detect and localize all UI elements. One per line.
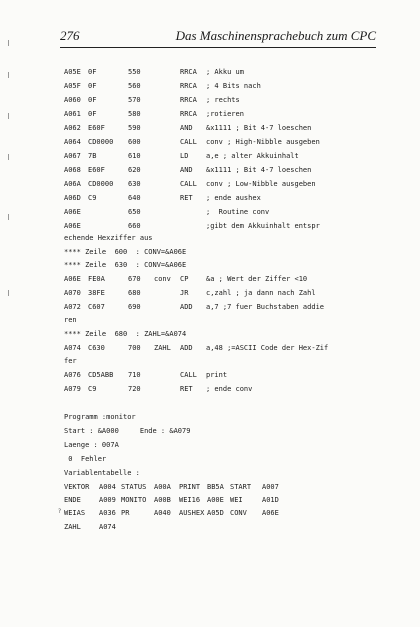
line-label: conv	[154, 275, 171, 283]
line-number: 620	[128, 166, 141, 174]
margin-tick	[8, 72, 9, 78]
variable-table-title-text: Variablentabelle :	[64, 469, 140, 477]
margin-tick	[8, 113, 9, 119]
variable-name: CONV	[230, 509, 247, 517]
variable-address: A004	[99, 483, 116, 491]
line-address: A072	[64, 303, 81, 311]
line-number: 580	[128, 110, 141, 118]
line-number: 710	[128, 371, 141, 379]
line-hexcode: C607	[88, 303, 105, 311]
line-number: 670	[128, 275, 141, 283]
listing-line	[64, 164, 312, 176]
reference-text: **** Zeile 630 : CONV=&A06E	[64, 261, 187, 269]
line-hexcode: 0F	[88, 110, 97, 118]
line-operand: &a ; Wert der Ziffer <10	[206, 275, 308, 283]
listing-continuation	[64, 314, 81, 326]
variable-address: BB5A	[207, 483, 224, 491]
line-operand: ;rotieren	[206, 110, 244, 118]
line-operand: ; Routine conv	[206, 208, 270, 216]
line-operand: a,e ; alter Akkuinhalt	[206, 152, 299, 160]
line-opcode: CALL	[180, 371, 197, 379]
line-opcode: AND	[180, 166, 193, 174]
variable-address: A06E	[262, 509, 279, 517]
line-opcode: ADD	[180, 303, 193, 311]
listing-line	[64, 383, 253, 395]
line-number: 660	[128, 222, 141, 230]
margin-tick	[8, 40, 9, 46]
line-hexcode: CD0000	[88, 138, 114, 146]
line-address: A06A	[64, 180, 81, 188]
line-opcode: RRCA	[180, 110, 197, 118]
variable-name: MONITO	[121, 496, 147, 504]
listing-line	[64, 66, 244, 78]
variable-row	[64, 521, 116, 533]
listing-line	[64, 273, 308, 285]
line-address: A061	[64, 110, 81, 118]
listing-line	[64, 136, 320, 148]
line-address: A076	[64, 371, 81, 379]
continuation-text: ren	[64, 316, 77, 324]
start-end-line	[64, 425, 191, 437]
variable-address: A01D	[262, 496, 279, 504]
length-line	[64, 439, 119, 451]
line-operand: ; ende conv	[206, 385, 253, 393]
line-address: A06D	[64, 194, 81, 202]
variable-address: A007	[262, 483, 279, 491]
errors-line	[64, 453, 107, 465]
variable-name: START	[230, 483, 252, 491]
listing-line	[64, 150, 299, 162]
continuation-text: fer	[64, 357, 77, 365]
variable-address: A074	[99, 523, 116, 531]
line-address: A05E	[64, 68, 81, 76]
reference-text: **** Zeile 680 : ZAHL=&A074	[64, 330, 187, 338]
line-operand: conv ; Low-Nibble ausgeben	[206, 180, 316, 188]
line-number: 650	[128, 208, 141, 216]
margin-tick	[8, 154, 9, 160]
line-label: ZAHL	[154, 344, 171, 352]
line-address: A062	[64, 124, 81, 132]
listing-reference	[64, 328, 187, 340]
footnote-mark: ?	[58, 508, 62, 515]
line-operand: &x1111 ; Bit 4-7 loeschen	[206, 166, 312, 174]
line-number: 630	[128, 180, 141, 188]
variable-name: VEKTOR	[64, 483, 90, 491]
variable-row	[64, 494, 279, 506]
listing-line	[64, 301, 325, 313]
line-opcode: RRCA	[180, 96, 197, 104]
program-name-text: Programm :monitor	[64, 413, 136, 421]
line-hexcode: 0F	[88, 68, 97, 76]
listing-line	[64, 80, 261, 92]
line-hexcode: CD0000	[88, 180, 114, 188]
listing-line	[64, 108, 244, 120]
variable-name: WEIAS	[64, 509, 86, 517]
line-opcode: JR	[180, 289, 189, 297]
page-number: 276	[60, 28, 80, 43]
line-opcode: LD	[180, 152, 189, 160]
listing-line	[64, 342, 329, 354]
line-hexcode: FE0A	[88, 275, 105, 283]
listing-line	[64, 287, 316, 299]
line-address: A06E	[64, 275, 81, 283]
line-number: 570	[128, 96, 141, 104]
line-opcode: ADD	[180, 344, 193, 352]
variable-name: WEI16	[179, 496, 201, 504]
listing-line	[64, 206, 270, 218]
line-operand: ; ende aushex	[206, 194, 261, 202]
margin-tick	[8, 290, 9, 296]
variable-address: A00B	[154, 496, 171, 504]
variable-name: ENDE	[64, 496, 81, 504]
line-opcode: RRCA	[180, 82, 197, 90]
line-hexcode: C9	[88, 385, 97, 393]
line-operand: conv ; High-Nibble ausgeben	[206, 138, 320, 146]
variable-name: PR	[121, 509, 130, 517]
line-operand: ;gibt dem Akkuinhalt entspr	[206, 222, 320, 230]
variable-name: STATUS	[121, 483, 147, 491]
line-number: 560	[128, 82, 141, 90]
line-address: A070	[64, 289, 81, 297]
listing-continuation	[64, 232, 153, 244]
listing-line	[64, 122, 312, 134]
line-hexcode: E60F	[88, 166, 105, 174]
line-opcode: CALL	[180, 138, 197, 146]
reference-text: **** Zeile 600 : CONV=&A06E	[64, 248, 187, 256]
continuation-text: echende Hexziffer aus	[64, 234, 153, 242]
line-address: A06E	[64, 222, 81, 230]
variable-table-title	[64, 467, 140, 479]
line-hexcode: 38FE	[88, 289, 105, 297]
line-number: 720	[128, 385, 141, 393]
variable-name: ZAHL	[64, 523, 81, 531]
running-title: Das Maschinensprachebuch zum CPC	[175, 28, 376, 43]
listing-line	[64, 220, 320, 232]
line-address: A074	[64, 344, 81, 352]
line-address: A068	[64, 166, 81, 174]
line-operand: a,48 ;=ASCII Code der Hex-Zif	[206, 344, 329, 352]
line-hexcode: E60F	[88, 124, 105, 132]
line-opcode: RET	[180, 194, 193, 202]
line-operand: print	[206, 371, 228, 379]
line-hexcode: C9	[88, 194, 97, 202]
variable-name: PRINT	[179, 483, 201, 491]
variable-name: WEI	[230, 496, 243, 504]
variable-address: A05D	[207, 509, 224, 517]
variable-address: A040	[154, 509, 171, 517]
program-name	[64, 411, 136, 423]
line-hexcode: CD5ABB	[88, 371, 114, 379]
header-rule	[60, 47, 376, 48]
line-number: 590	[128, 124, 141, 132]
line-operand: &x1111 ; Bit 4-7 loeschen	[206, 124, 312, 132]
variable-address: A036	[99, 509, 116, 517]
line-address: A060	[64, 96, 81, 104]
listing-line	[64, 178, 316, 190]
listing-reference	[64, 259, 187, 271]
line-hexcode: 0F	[88, 82, 97, 90]
line-operand: ; rechts	[206, 96, 240, 104]
line-address: A079	[64, 385, 81, 393]
line-number: 610	[128, 152, 141, 160]
variable-address: A009	[99, 496, 116, 504]
listing-line	[64, 94, 240, 106]
variable-address: A00E	[207, 496, 224, 504]
line-address: A064	[64, 138, 81, 146]
line-number: 640	[128, 194, 141, 202]
line-hexcode: C630	[88, 344, 105, 352]
variable-name: AUSHEX	[179, 509, 205, 517]
line-hexcode: 0F	[88, 96, 97, 104]
line-address: A06E	[64, 208, 81, 216]
errors-text: 0 Fehler	[64, 455, 107, 463]
line-operand: ; 4 Bits nach	[206, 82, 261, 90]
length-text: Laenge : 007A	[64, 441, 119, 449]
line-opcode: CP	[180, 275, 189, 283]
line-number: 600	[128, 138, 141, 146]
line-address: A067	[64, 152, 81, 160]
line-number: 700	[128, 344, 141, 352]
line-operand: a,7 ;7 fuer Buchstaben addie	[206, 303, 325, 311]
line-opcode: AND	[180, 124, 193, 132]
listing-reference	[64, 246, 187, 258]
line-hexcode: 7B	[88, 152, 97, 160]
page-header	[60, 28, 376, 46]
line-opcode: RET	[180, 385, 193, 393]
line-operand: ; Akku um	[206, 68, 244, 76]
listing-line	[64, 369, 228, 381]
variable-row	[64, 481, 279, 493]
line-operand: c,zahl ; ja dann nach Zahl	[206, 289, 316, 297]
line-number: 680	[128, 289, 141, 297]
line-opcode: CALL	[180, 180, 197, 188]
listing-line	[64, 192, 261, 204]
variable-row	[64, 507, 279, 519]
listing-continuation	[64, 355, 81, 367]
start-end-text: Start : &A000 Ende : &A079	[64, 427, 191, 435]
line-opcode: RRCA	[180, 68, 197, 76]
line-number: 550	[128, 68, 141, 76]
line-number: 690	[128, 303, 141, 311]
variable-address: A00A	[154, 483, 171, 491]
line-address: A05F	[64, 82, 81, 90]
margin-tick	[8, 214, 9, 220]
